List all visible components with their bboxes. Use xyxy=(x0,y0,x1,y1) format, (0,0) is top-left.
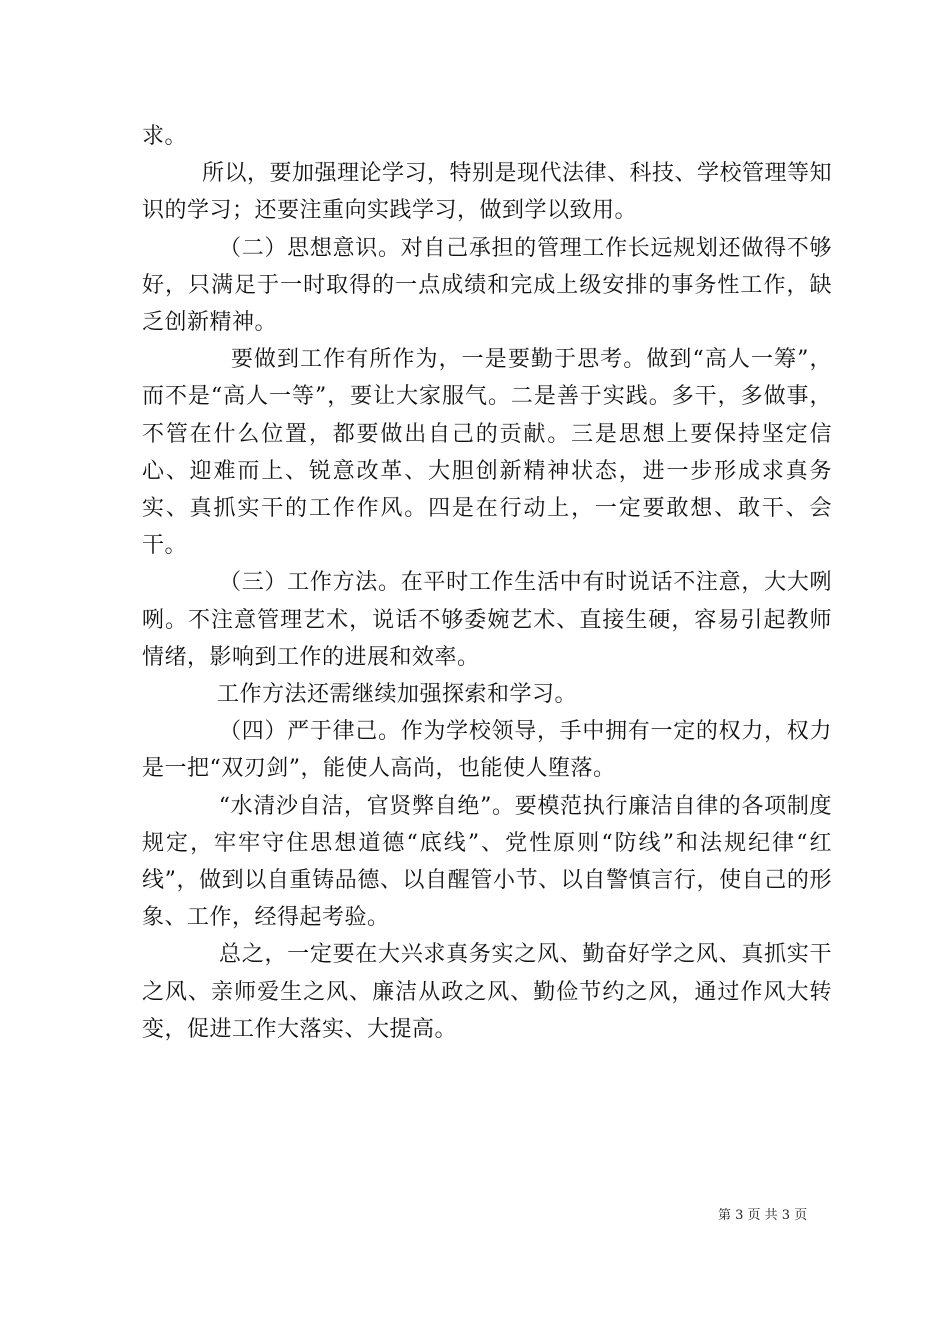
paragraph-work-method: （三）工作方法。在平时工作生活中有时说话不注意，大大咧咧。不注意管理艺术，说话不够委婉艺术、直接生硬，容易引起教师情绪，影响到工作的进展和效率。 xyxy=(142,570,832,670)
paragraph-integrity: “水清沙自洁，官贤弊自绝”。要模范执行廉洁自律的各项制度规定，牢牢守住思想道德“底线”、党性原则“防线”和法规纪律“红线”，做到以自重铸品德、以自醒管小节、以自警慎言行，使自己的形象、工作，经得起考验。 xyxy=(142,793,833,931)
paragraph-work-achievement: 要做到工作有所作为，一是要勤于思考。做到“高人一筹”，而不是“高人一等”，要让大家服气。二是善于实践。多干，多做事，不管在什么位置，都要做出自己的贡献。三是思想上要保持坚定信心、迎难而上、锐意改革、大胆创新精神状态，进一步形成求真务实、真抓实干的工作作风。四是在行动上，一定要敢想、敢干、会干。 xyxy=(142,347,832,559)
page-number-footer: 第 3 页 共 3 页 xyxy=(718,1208,808,1223)
document-body xyxy=(142,118,832,1048)
paragraph-theory-study: 所以，要加强理论学习，特别是现代法律、科技、学校管理等知识的学习；还要注重向实践学习，做到学以致用。 xyxy=(142,161,832,224)
paragraph-ideology: （二）思想意识。对自己承担的管理工作长远规划还做得不够好，只满足于一时取得的一点成绩和完成上级安排的事务性工作，缺乏创新精神。 xyxy=(142,235,832,336)
paragraph-conclusion: 总之，一定要在大兴求真务实之风、勤奋好学之风、真抓实干之风、亲师爱生之风、廉洁从政之风、勤俭节约之风，通过作风大转变，促进工作大落实、大提高。 xyxy=(142,942,832,1042)
paragraph-self-discipline: （四）严于律己。作为学校领导，手中拥有一定的权力，权力是一把“双刃剑”，能使人高尚，也能使人堕落。 xyxy=(142,719,832,782)
paragraph-continuation: 求。 xyxy=(142,124,188,149)
paragraph-method-improvement: 工作方法还需继续加强探索和学习。 xyxy=(142,682,577,708)
